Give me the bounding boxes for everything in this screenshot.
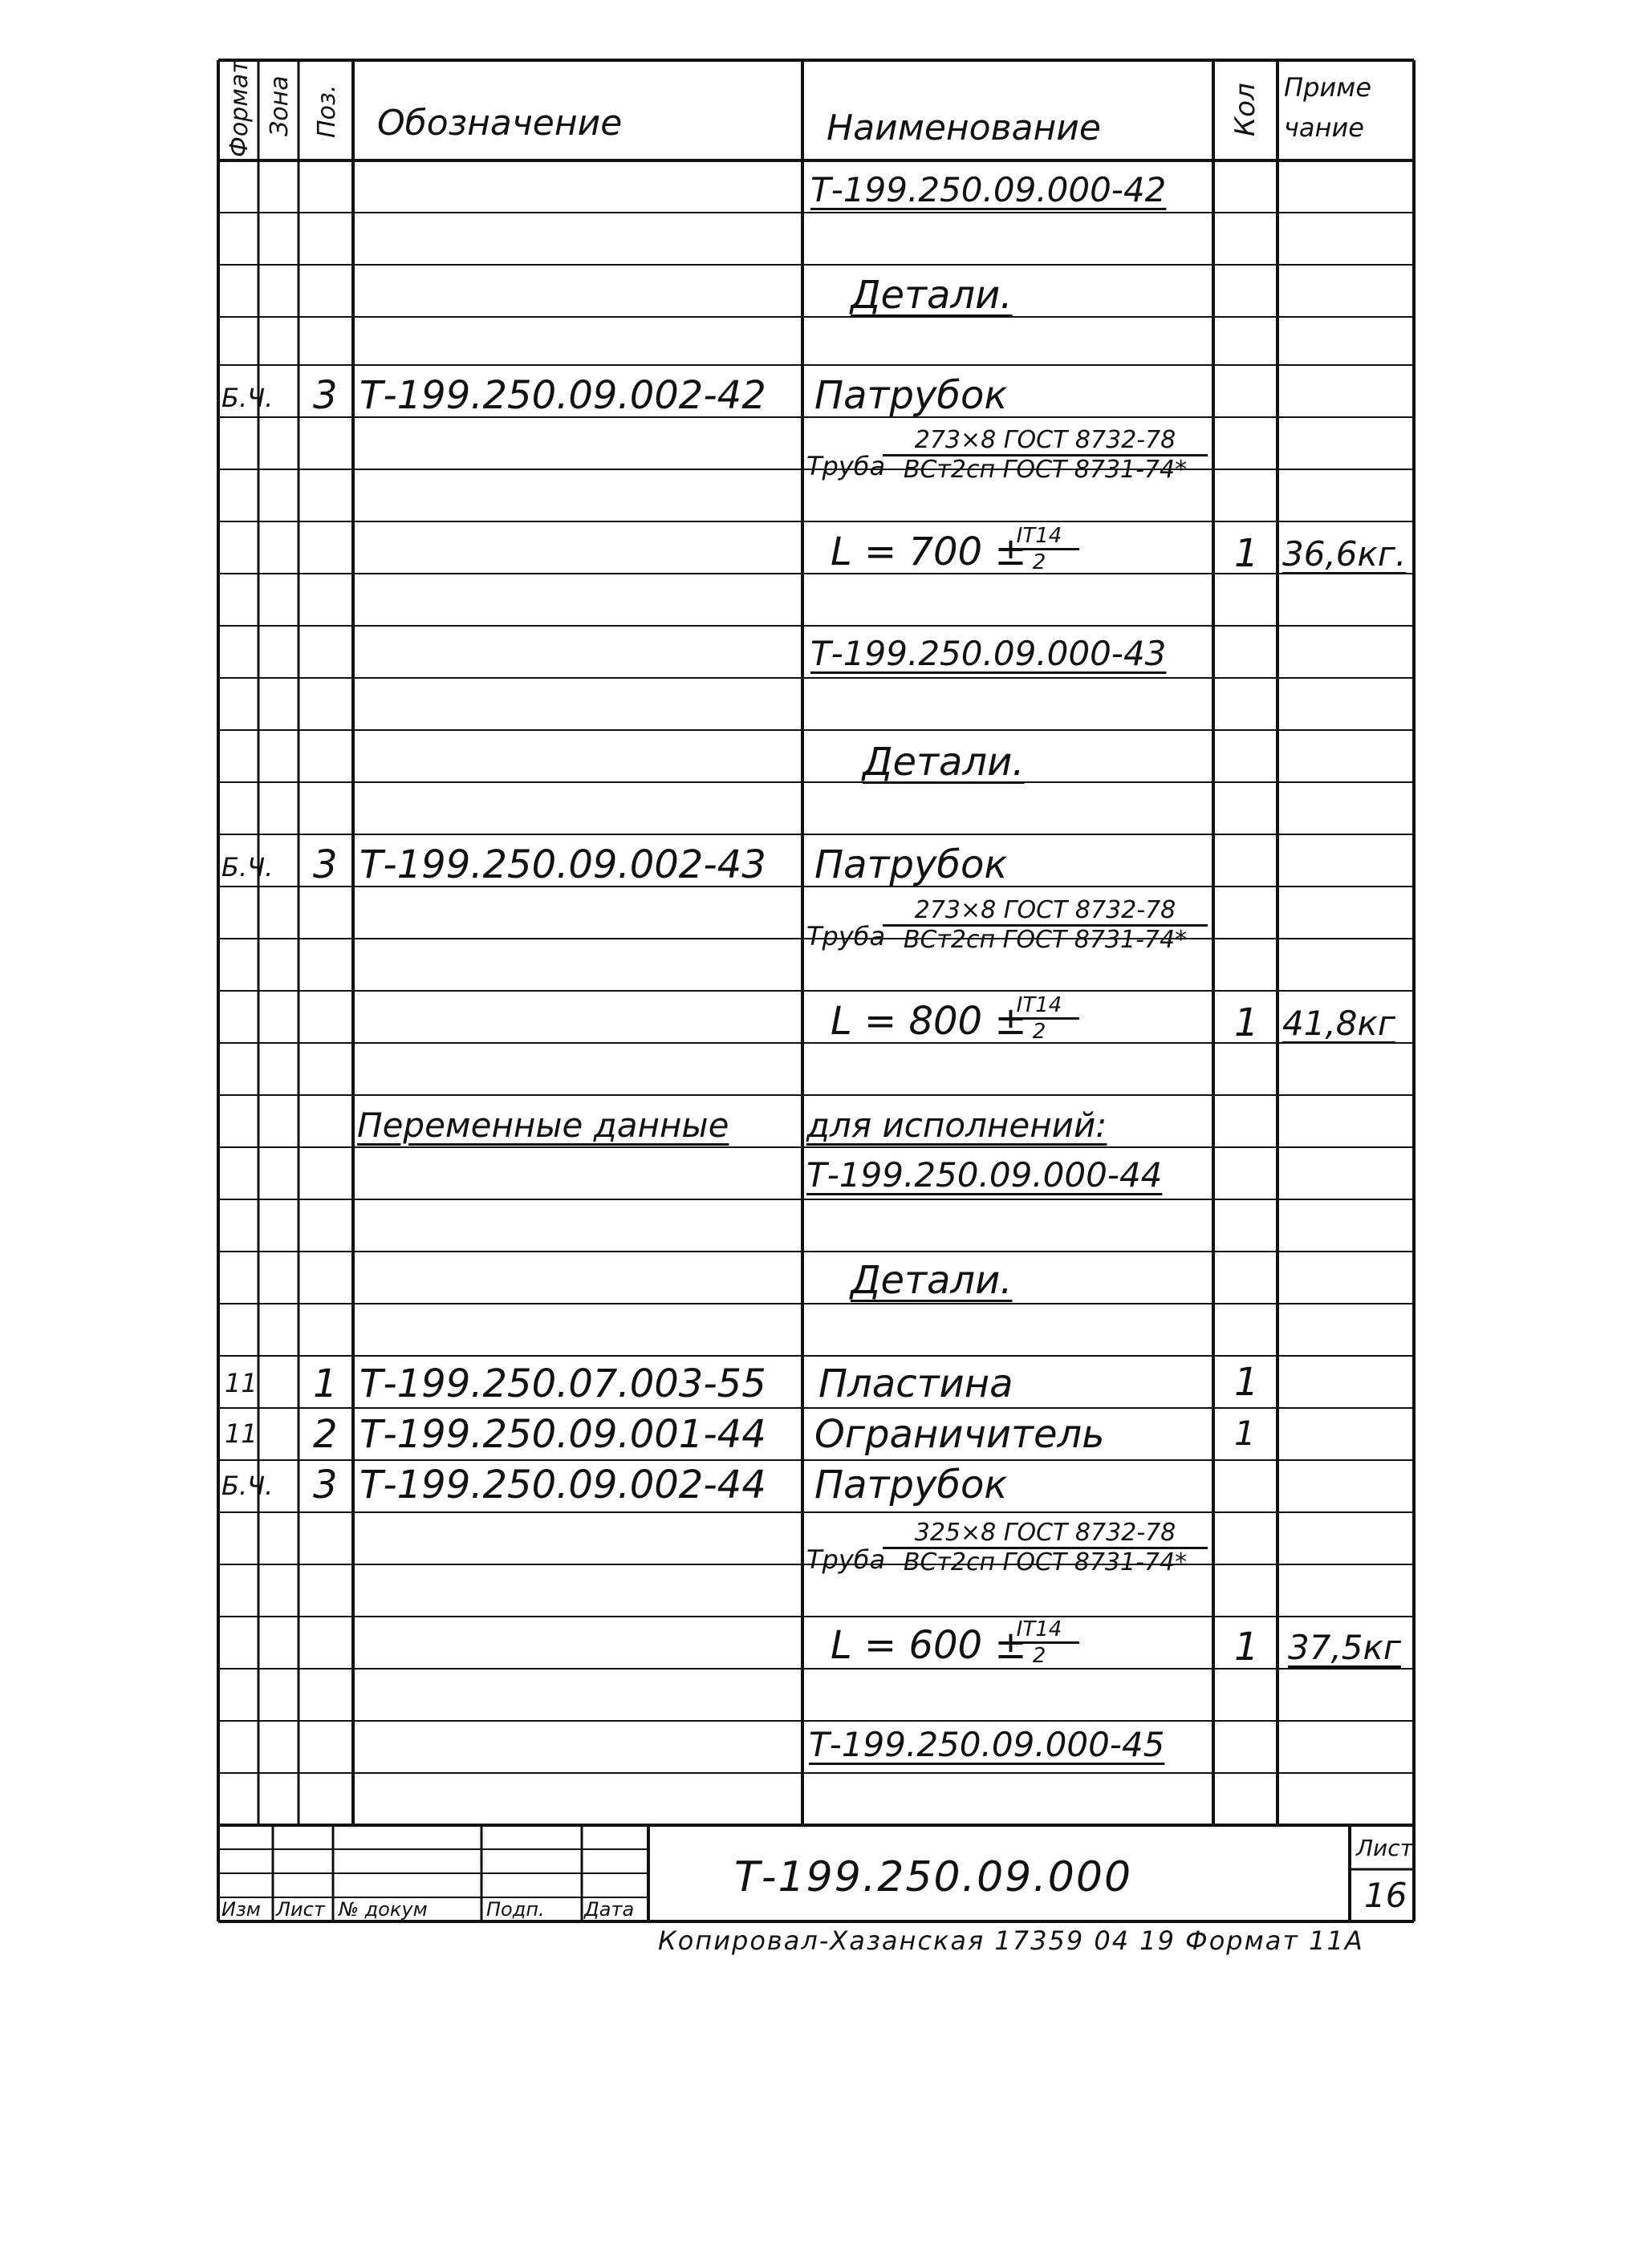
row-note: 41,8кг — [1282, 1004, 1395, 1043]
header-poz: Поз. — [313, 84, 341, 138]
row-position: 1 — [313, 1361, 338, 1406]
header-oboznachenie: Обозначение — [377, 103, 623, 144]
tb-data: Дата — [584, 1898, 635, 1921]
tb-sheet-label: Лист — [1356, 1835, 1413, 1861]
row-note: 36,6кг. — [1282, 534, 1407, 574]
row-format: 11 — [225, 1368, 258, 1398]
row-name: Пластина — [818, 1361, 1013, 1406]
row-format: Б.Ч. — [221, 852, 274, 882]
row-format: Б.Ч. — [221, 1471, 274, 1501]
row-quantity: 1 — [1234, 1625, 1259, 1670]
material-prefix: Труба — [806, 451, 886, 481]
row-designation: Т-199.250.09.002-43 — [359, 842, 766, 887]
row-designation: Т-199.250.07.003-55 — [359, 1361, 766, 1406]
row-position: 3 — [313, 842, 338, 887]
tolerance-num: IT14 — [999, 525, 1079, 550]
row-designation: Т-199.250.09.001-44 — [359, 1412, 766, 1457]
row-name: Патрубок — [814, 1463, 1008, 1507]
row-format: 11 — [225, 1418, 258, 1449]
tb-n-dokum: № докум — [339, 1898, 428, 1921]
assembly-designation: Т-199.250.09.000-43 — [810, 634, 1167, 673]
row-note: 37,5кг — [1288, 1628, 1401, 1667]
material-grade: ВСт2сп ГОСТ 8731-74* — [903, 1548, 1188, 1576]
material-grade: ВСт2сп ГОСТ 8731-74* — [903, 926, 1188, 954]
material-fraction — [883, 896, 1208, 954]
material-grade: ВСт2сп ГОСТ 8731-74* — [903, 456, 1188, 484]
material-fraction — [883, 1521, 1208, 1575]
tb-podp: Подп. — [486, 1898, 545, 1921]
tolerance-den: 2 — [1032, 1020, 1046, 1044]
tolerance-den: 2 — [1032, 550, 1046, 574]
length-value: L = 700 ± — [831, 529, 1027, 574]
length-tolerance — [999, 525, 1079, 573]
row-name: Патрубок — [814, 842, 1008, 887]
tb-sheet-number: 16 — [1364, 1876, 1407, 1915]
row-position: 2 — [313, 1412, 338, 1457]
row-designation: Т-199.250.09.002-42 — [359, 373, 766, 418]
row-position: 3 — [313, 1463, 338, 1507]
row-quantity: 1 — [1234, 1414, 1256, 1453]
length-tolerance — [999, 995, 1079, 1042]
material-spec: 325×8 ГОСТ 8732-78 — [883, 1521, 1208, 1549]
row-format: Б.Ч. — [221, 383, 274, 413]
tb-izm: Изм — [221, 1898, 261, 1921]
section-title: Детали. — [851, 1258, 1013, 1303]
variable-data-label: для исполнений: — [806, 1106, 1107, 1145]
row-name: Ограничитель — [814, 1412, 1105, 1457]
footer-copy-note: Копировал-Хазанская 17359 04 19 Формат 11А — [658, 1925, 1364, 1956]
material-spec: 273×8 ГОСТ 8732-78 — [883, 899, 1208, 927]
material-spec: 273×8 ГОСТ 8732-78 — [883, 428, 1208, 456]
variable-data-label: Переменные данные — [357, 1106, 729, 1145]
row-name: Патрубок — [814, 373, 1008, 418]
row-quantity: 1 — [1234, 1000, 1259, 1045]
length-value: L = 600 ± — [831, 1623, 1027, 1668]
assembly-designation: Т-199.250.09.000-44 — [806, 1155, 1163, 1195]
row-quantity: 1 — [1234, 531, 1259, 576]
row-designation: Т-199.250.09.002-44 — [359, 1463, 766, 1507]
tb-designation: Т-199.250.09.000 — [734, 1853, 1133, 1901]
row-position: 3 — [313, 373, 338, 418]
tb-list: Лист — [276, 1898, 325, 1921]
tolerance-num: IT14 — [999, 995, 1079, 1020]
header-kol: Кол — [1229, 83, 1261, 136]
length-tolerance — [999, 1619, 1079, 1666]
tolerance-num: IT14 — [999, 1619, 1079, 1644]
header-zona: Зона — [266, 75, 294, 136]
section-title: Детали. — [851, 273, 1013, 318]
row-quantity: 1 — [1234, 1360, 1259, 1405]
material-prefix: Труба — [806, 1544, 886, 1575]
header-format: Формат — [225, 59, 254, 157]
section-title: Детали. — [863, 740, 1025, 785]
header-primechanie-2: чание — [1284, 112, 1364, 143]
assembly-designation: Т-199.250.09.000-42 — [810, 170, 1167, 209]
tolerance-den: 2 — [1032, 1644, 1046, 1668]
header-primechanie-1: Приме — [1284, 72, 1371, 103]
header-naimenovanie: Наименование — [827, 108, 1101, 148]
assembly-designation: Т-199.250.09.000-45 — [809, 1725, 1165, 1764]
length-value: L = 800 ± — [831, 999, 1027, 1044]
material-prefix: Труба — [806, 921, 886, 951]
material-fraction — [883, 428, 1208, 482]
